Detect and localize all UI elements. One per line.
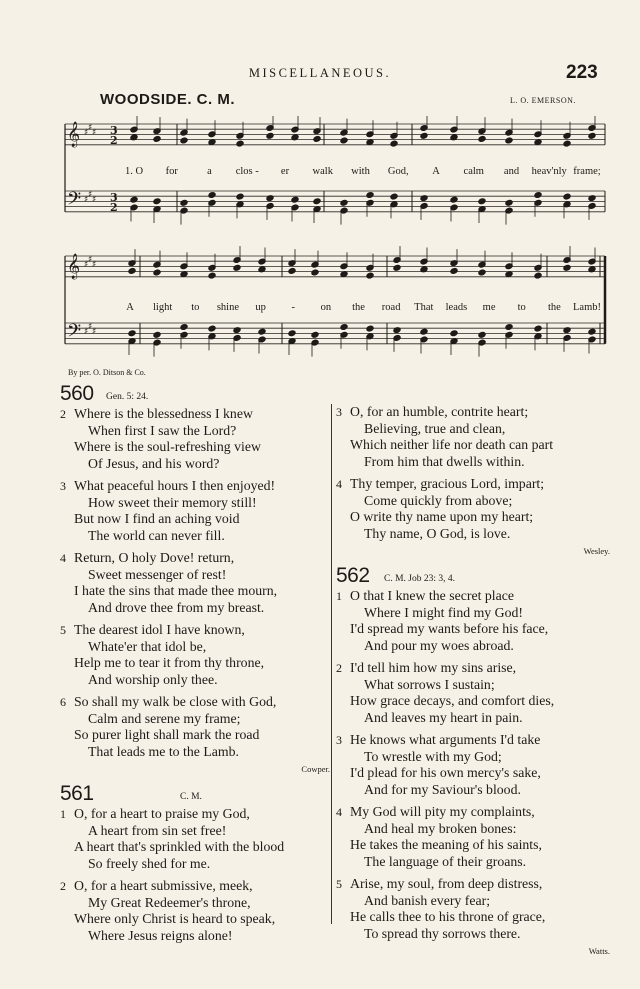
stanza — [336, 876, 610, 942]
stanza-number: 3 — [336, 733, 342, 747]
notehead — [208, 272, 216, 279]
notehead — [130, 196, 138, 203]
verse-line: And worship only thee. — [88, 671, 218, 687]
stanza — [60, 806, 330, 872]
lyric-syllable: with — [351, 166, 370, 177]
verse-line: That leads me to the Lamb. — [88, 743, 239, 759]
verse-line: He takes the meaning of his saints, — [350, 837, 542, 852]
verse-line: To wrestle with my God; — [364, 748, 502, 764]
notehead — [366, 325, 374, 332]
music-score — [62, 116, 610, 361]
stanza-number: 1 — [60, 807, 66, 821]
verse-line — [60, 478, 330, 495]
sharp-icon: ♯ — [88, 123, 93, 133]
hymn-560 — [60, 406, 330, 760]
notehead — [153, 136, 161, 143]
notehead — [478, 136, 486, 143]
lyric-syllable: up — [255, 302, 266, 313]
verse-text: O, for an humble, contrite heart; — [350, 404, 529, 419]
sharp-icon: ♯ — [92, 260, 97, 270]
verse-line — [336, 404, 610, 421]
stanza — [336, 660, 610, 726]
page-number: 223 — [566, 62, 598, 83]
verse-line — [60, 622, 330, 639]
verse-line: Come quickly from above; — [364, 492, 513, 508]
meter: C. M. — [180, 792, 202, 802]
notehead — [128, 330, 136, 337]
verse-line: I hate the sins that made thee mourn, — [74, 583, 278, 598]
lyric-syllable: on — [320, 302, 332, 313]
verse-text: He knows what arguments I'd take — [350, 732, 541, 747]
verse-line — [336, 804, 610, 821]
verse-line — [336, 476, 610, 493]
time-signature-top: 3 — [110, 191, 118, 204]
verse-text: Return, O holy Dove! return, — [74, 550, 235, 565]
lyric-syllable: to — [517, 302, 526, 313]
hymn-561 — [60, 806, 330, 944]
lyric-syllable: a — [207, 166, 212, 177]
notehead — [366, 272, 374, 279]
notehead — [180, 137, 188, 144]
hymn-561-header — [60, 780, 330, 806]
stanza — [60, 694, 330, 760]
author: Cowper. — [301, 764, 330, 774]
notehead — [233, 264, 241, 271]
stanza — [60, 878, 330, 944]
meter-and-reference: C. M. Job 23: 3, 4. — [384, 574, 455, 584]
verse-line: And leaves my heart in pain. — [364, 709, 523, 725]
stanza-number: 5 — [60, 623, 66, 637]
lyrics-system-2 — [126, 302, 601, 313]
stanza-number: 2 — [336, 661, 342, 675]
notehead — [390, 193, 398, 200]
lyric-syllable: walk — [312, 166, 333, 177]
verse-line: The world can never fill. — [88, 527, 225, 543]
verse-line — [60, 406, 330, 423]
stanza — [336, 476, 610, 542]
author: Watts. — [588, 946, 610, 956]
notehead — [233, 327, 241, 334]
notehead — [313, 198, 321, 205]
verse-line: And for my Saviour's blood. — [364, 781, 521, 797]
hymn-number: 562 — [336, 564, 370, 587]
notehead — [390, 140, 398, 147]
copyright-credit: By per. O. Ditson & Co. — [68, 368, 146, 377]
stanza-number: 2 — [60, 407, 66, 421]
notehead — [266, 132, 274, 139]
verse-line: To spread thy sorrows there. — [364, 925, 521, 941]
stanza-number: 3 — [336, 405, 342, 419]
verse-line: He calls thee to his throne of grace, — [350, 909, 546, 924]
stanza-number: 5 — [336, 877, 342, 891]
notehead — [478, 269, 486, 276]
notehead — [563, 193, 571, 200]
notehead — [393, 264, 401, 271]
notehead — [505, 324, 513, 331]
verse-line: Where is the soul-refreshing view — [74, 439, 261, 454]
verse-line: But now I find an aching void — [74, 511, 240, 526]
left-column — [60, 380, 330, 950]
verse-line — [336, 660, 610, 677]
notehead — [450, 268, 458, 275]
notehead — [340, 324, 348, 331]
verse-line: A heart that's sprinkled with the blood — [74, 839, 285, 854]
lyric-syllable: A — [432, 166, 440, 177]
verse-line: How grace decays, and comfort dies, — [350, 693, 555, 708]
right-column — [336, 404, 610, 962]
notehead — [208, 192, 216, 199]
lyric-syllable: er — [280, 166, 290, 177]
notehead — [534, 192, 542, 199]
notehead — [420, 132, 428, 139]
notehead — [478, 198, 486, 205]
stanza — [60, 406, 330, 472]
stanza-number: 6 — [60, 695, 66, 709]
notehead — [505, 199, 513, 206]
verse-line — [60, 550, 330, 567]
lyric-syllable: A — [126, 302, 134, 313]
hymn-562 — [336, 588, 610, 942]
lyric-syllable: calm — [463, 166, 484, 177]
author: Wesley. — [583, 546, 610, 556]
lyric-syllable: road — [381, 302, 401, 313]
verse-line: Where only Christ is heard to speak, — [74, 911, 276, 926]
notehead — [266, 195, 274, 202]
verse-line: When first I saw the Lord? — [88, 422, 237, 438]
sharp-icon: ♯ — [92, 195, 97, 205]
verse-line: O write thy name upon my heart; — [350, 509, 534, 524]
verse-line: Thy name, O God, is love. — [364, 525, 511, 541]
notehead — [563, 140, 571, 147]
sharp-icon: ♯ — [84, 195, 89, 205]
notehead — [128, 268, 136, 275]
sharp-icon: ♯ — [84, 128, 89, 138]
notehead — [534, 272, 542, 279]
notehead — [180, 199, 188, 206]
sharp-icon: ♯ — [92, 327, 97, 337]
verse-line: My Great Redeemer's throne, — [88, 894, 251, 910]
hymn-560-continued — [336, 404, 610, 542]
lyrics-system-1 — [125, 166, 601, 177]
verse-text: Where is the blessedness I knew — [74, 406, 253, 421]
bass-clef-icon: 𝄢 — [67, 189, 82, 214]
sharp-icon: ♯ — [84, 260, 89, 270]
notehead — [450, 196, 458, 203]
composer: L. O. EMERSON. — [510, 96, 576, 105]
notehead — [420, 195, 428, 202]
notehead — [311, 269, 319, 276]
time-signature-bottom: 2 — [110, 134, 118, 147]
verse-line: I'd spread my wants before his face, — [350, 621, 549, 636]
verse-line: The language of their groans. — [364, 853, 527, 869]
verse-line: Whate'er that idol be, — [88, 638, 207, 654]
stanza — [60, 622, 330, 688]
stanza-number: 2 — [60, 879, 66, 893]
notehead — [450, 330, 458, 337]
verse-text: O, for a heart to praise my God, — [74, 806, 250, 821]
verse-line: So purer light shall mark the road — [74, 727, 260, 742]
verse-line: Which neither life nor death can part — [350, 437, 554, 452]
verse-line: Of Jesus, and his word? — [88, 455, 220, 471]
notehead — [153, 331, 161, 338]
notehead — [563, 264, 571, 271]
notehead — [478, 331, 486, 338]
notehead — [180, 324, 188, 331]
notehead — [291, 196, 299, 203]
notehead — [588, 328, 596, 335]
verse-line — [60, 878, 330, 895]
verse-line — [60, 806, 330, 823]
notehead — [288, 268, 296, 275]
verse-line: Believing, true and clean, — [364, 420, 506, 436]
treble-clef-icon: 𝄞 — [67, 122, 81, 147]
running-title: MISCELLANEOUS. — [248, 66, 392, 80]
notehead — [288, 330, 296, 337]
verse-line: I'd plead for his own mercy's sake, — [350, 765, 541, 780]
stanza — [336, 404, 610, 470]
stanza-number: 3 — [60, 479, 66, 493]
column-divider — [331, 404, 332, 924]
notehead — [505, 137, 513, 144]
notehead — [340, 137, 348, 144]
hymn-number: 561 — [60, 782, 94, 805]
verse-text: O, for a heart submissive, meek, — [74, 878, 253, 893]
notehead — [236, 193, 244, 200]
verse-text: O that I knew the secret place — [350, 588, 514, 603]
verse-text: My God will pity my complaints, — [350, 804, 535, 819]
notehead — [563, 327, 571, 334]
verse-line: So freely shed for me. — [88, 855, 211, 871]
verse-text: The dearest idol I have known, — [74, 622, 245, 637]
sharp-icon: ♯ — [92, 128, 97, 138]
verse-line — [336, 876, 610, 893]
lyric-syllable: and — [503, 166, 520, 177]
sharp-icon: ♯ — [88, 255, 93, 265]
lyric-syllable: - — [291, 302, 295, 313]
verse-text: What peaceful hours I then enjoyed! — [74, 478, 276, 493]
notehead — [311, 331, 319, 338]
lyric-syllable: That — [414, 302, 434, 313]
sharp-icon: ♯ — [88, 190, 93, 200]
verse-line: Help me to tear it from thy throne, — [74, 655, 265, 670]
time-signature-bottom: 2 — [110, 201, 118, 214]
notehead — [588, 195, 596, 202]
stanza — [336, 732, 610, 798]
scripture-reference: Gen. 5: 24. — [106, 392, 149, 402]
verse-line: Sweet messenger of rest! — [88, 566, 227, 582]
notehead — [366, 192, 374, 199]
verse-line: And pour my woes abroad. — [364, 637, 514, 653]
notehead — [313, 136, 321, 143]
hymn-number: 560 — [60, 382, 94, 405]
notehead — [393, 327, 401, 334]
verse-line: What sorrows I sustain; — [364, 676, 495, 692]
notehead — [340, 199, 348, 206]
notehead — [258, 328, 266, 335]
verse-line: And heal my broken bones: — [364, 820, 517, 836]
lyric-syllable: light — [153, 302, 173, 313]
verse-line: Where I might find my God! — [364, 604, 524, 620]
hymn-560-header — [60, 380, 330, 406]
verse-line: A heart from sin set free! — [88, 822, 227, 838]
notehead — [534, 325, 542, 332]
verse-text: Arise, my soul, from deep distress, — [350, 876, 543, 891]
lyric-syllable: the — [547, 302, 561, 313]
stanza-number: 1 — [336, 589, 342, 603]
lyric-syllable: God, — [387, 166, 409, 177]
stanza — [60, 478, 330, 544]
sharp-icon: ♯ — [88, 322, 93, 332]
stanza-number: 4 — [336, 477, 342, 491]
verse-line: Calm and serene my frame; — [88, 710, 241, 726]
bass-clef-icon: 𝄢 — [67, 321, 82, 346]
lyric-syllable: frame; — [573, 166, 601, 177]
sharp-icon: ♯ — [84, 327, 89, 337]
lyric-syllable: for — [165, 166, 178, 177]
treble-clef-icon: 𝄞 — [67, 254, 81, 279]
verse-line — [336, 588, 610, 605]
lyric-syllable: heav'nly — [531, 166, 567, 177]
verse-line: From him that dwells within. — [364, 453, 525, 469]
verse-text: So shall my walk be close with God, — [74, 694, 277, 709]
lyric-syllable: to — [191, 302, 200, 313]
lyric-syllable: me — [482, 302, 496, 313]
lyric-syllable: 1. O — [124, 166, 144, 177]
notehead — [208, 325, 216, 332]
verse-line: How sweet their memory still! — [88, 494, 257, 510]
notehead — [153, 198, 161, 205]
lyric-syllable: Lamb! — [573, 302, 601, 313]
stanza — [336, 588, 610, 654]
notehead — [588, 132, 596, 139]
verse-line: And banish every fear; — [364, 892, 491, 908]
lyric-syllable: clos - — [235, 166, 259, 177]
verse-line — [60, 694, 330, 711]
verse-line: Where Jesus reigns alone! — [88, 927, 233, 943]
tune-title: WOODSIDE. C. M. — [100, 91, 235, 108]
stanza — [336, 804, 610, 870]
verse-text: Thy temper, gracious Lord, impart; — [350, 476, 545, 491]
notehead — [153, 269, 161, 276]
notehead — [236, 140, 244, 147]
hymn-562-header — [336, 562, 610, 588]
verse-text: I'd tell him how my sins arise, — [350, 660, 517, 675]
time-signature-top: 3 — [110, 124, 118, 137]
stanza-number: 4 — [336, 805, 342, 819]
lyric-syllable: leads — [445, 302, 468, 313]
verse-line: And drove thee from my breast. — [88, 599, 265, 615]
notehead — [420, 328, 428, 335]
lyric-syllable: shine — [216, 302, 240, 313]
verse-line — [336, 732, 610, 749]
stanza-number: 4 — [60, 551, 66, 565]
lyric-syllable: the — [352, 302, 365, 313]
stanza — [60, 550, 330, 616]
